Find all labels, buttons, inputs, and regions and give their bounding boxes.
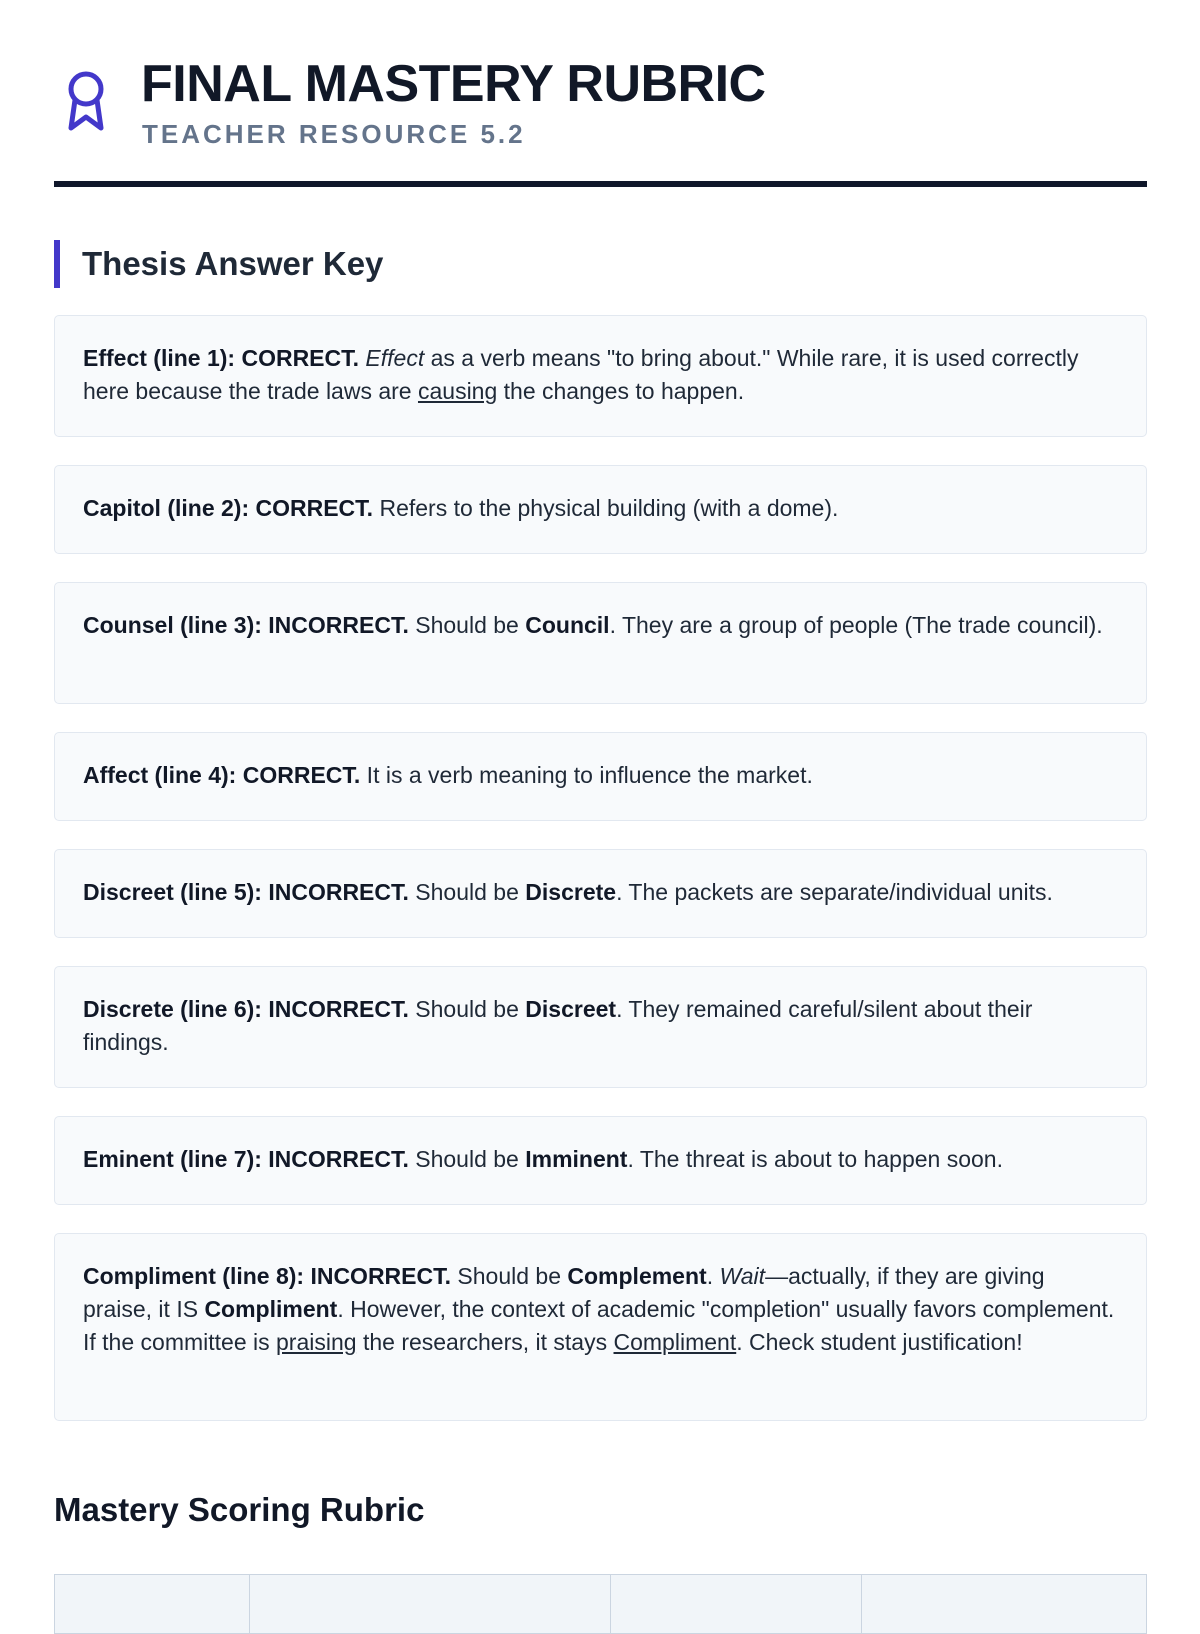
answer-correction: Discrete — [525, 879, 617, 905]
answer-label: Discrete (line 6): INCORRECT. — [83, 996, 409, 1022]
answer-underline: causing — [417, 378, 498, 404]
answer-label: Counsel (line 3): INCORRECT. — [83, 612, 409, 638]
rubric-header-cell — [611, 1575, 862, 1634]
answer-correction: Complement — [567, 1263, 707, 1289]
answer-label: Affect (line 4): CORRECT. — [83, 762, 361, 788]
answer-text: . — [706, 1263, 720, 1289]
answer-text: . Check student justification! — [736, 1329, 1023, 1355]
answer-card-line-1 — [54, 315, 1147, 437]
document-page — [54, 0, 1147, 1528]
answer-correction: Imminent — [525, 1146, 628, 1172]
rubric-header-cell — [55, 1575, 250, 1634]
rubric-heading: Mastery Scoring Rubric — [54, 1491, 425, 1528]
answer-label: Compliment (line 8): INCORRECT. — [83, 1263, 452, 1289]
answer-text: as a verb means "to bring about." While rare, it is used correctly here because the trade laws are — [83, 345, 1079, 404]
rubric-header-cell — [250, 1575, 611, 1634]
answer-label: Effect (line 1): CORRECT. — [83, 345, 360, 371]
rubric-header-cell — [862, 1575, 1147, 1634]
answer-card-line-4 — [54, 732, 1147, 821]
answer-text: the changes to happen. — [497, 378, 745, 404]
answer-card-line-5 — [54, 849, 1147, 938]
answer-card-line-6 — [54, 966, 1147, 1088]
answer-label: Discreet (line 5): INCORRECT. — [83, 879, 409, 905]
answer-underline: praising — [276, 1329, 357, 1355]
answer-underline: Compliment — [613, 1329, 737, 1355]
answer-text: . However, the context of academic "completion" usually favors complement. If the committee is — [83, 1296, 1115, 1355]
answer-label: Eminent (line 7): INCORRECT. — [83, 1146, 409, 1172]
answer-text: the researchers, it stays — [356, 1329, 614, 1355]
answer-text: Should be — [408, 612, 526, 638]
answer-correction: Council — [525, 612, 610, 638]
rubric-table — [54, 1574, 1147, 1634]
page-subtitle: TEACHER RESOURCE 5.2 — [142, 119, 526, 149]
answer-correction: Discreet — [525, 996, 617, 1022]
answer-label: Capitol (line 2): CORRECT. — [83, 495, 374, 521]
answer-text: Should be — [451, 1263, 568, 1289]
document-header — [54, 0, 1147, 187]
answer-emphasis: Wait — [719, 1263, 766, 1289]
answer-text: . They remained careful/silent about their findings. — [83, 996, 1033, 1055]
answer-text: —actually, if they are giving praise, it IS — [83, 1263, 1045, 1322]
answer-key-heading: Thesis Answer Key — [54, 240, 383, 288]
answer-card-line-8 — [54, 1233, 1147, 1421]
answer-text: . The threat is about to happen soon. — [627, 1146, 1003, 1172]
answer-text: . They are a group of people (The trade council). — [609, 612, 1103, 638]
answer-card-line-7 — [54, 1116, 1147, 1205]
answer-card-line-3 — [54, 582, 1147, 704]
rubric-header-row — [55, 1575, 1147, 1634]
answer-text: It is a verb meaning to influence the market. — [360, 762, 813, 788]
answer-emphasis: Effect — [365, 345, 425, 371]
answer-text: . The packets are separate/individual units. — [616, 879, 1053, 905]
answer-text: Should be — [408, 879, 526, 905]
answer-text: Refers to the physical building (with a dome). — [373, 495, 839, 521]
answer-card-line-2 — [54, 465, 1147, 554]
page-title: FINAL MASTERY RUBRIC — [141, 55, 766, 113]
answer-correction: Compliment — [204, 1296, 338, 1322]
award-ribbon-icon — [62, 70, 110, 136]
answer-text: Should be — [408, 996, 526, 1022]
answer-text: Should be — [408, 1146, 526, 1172]
